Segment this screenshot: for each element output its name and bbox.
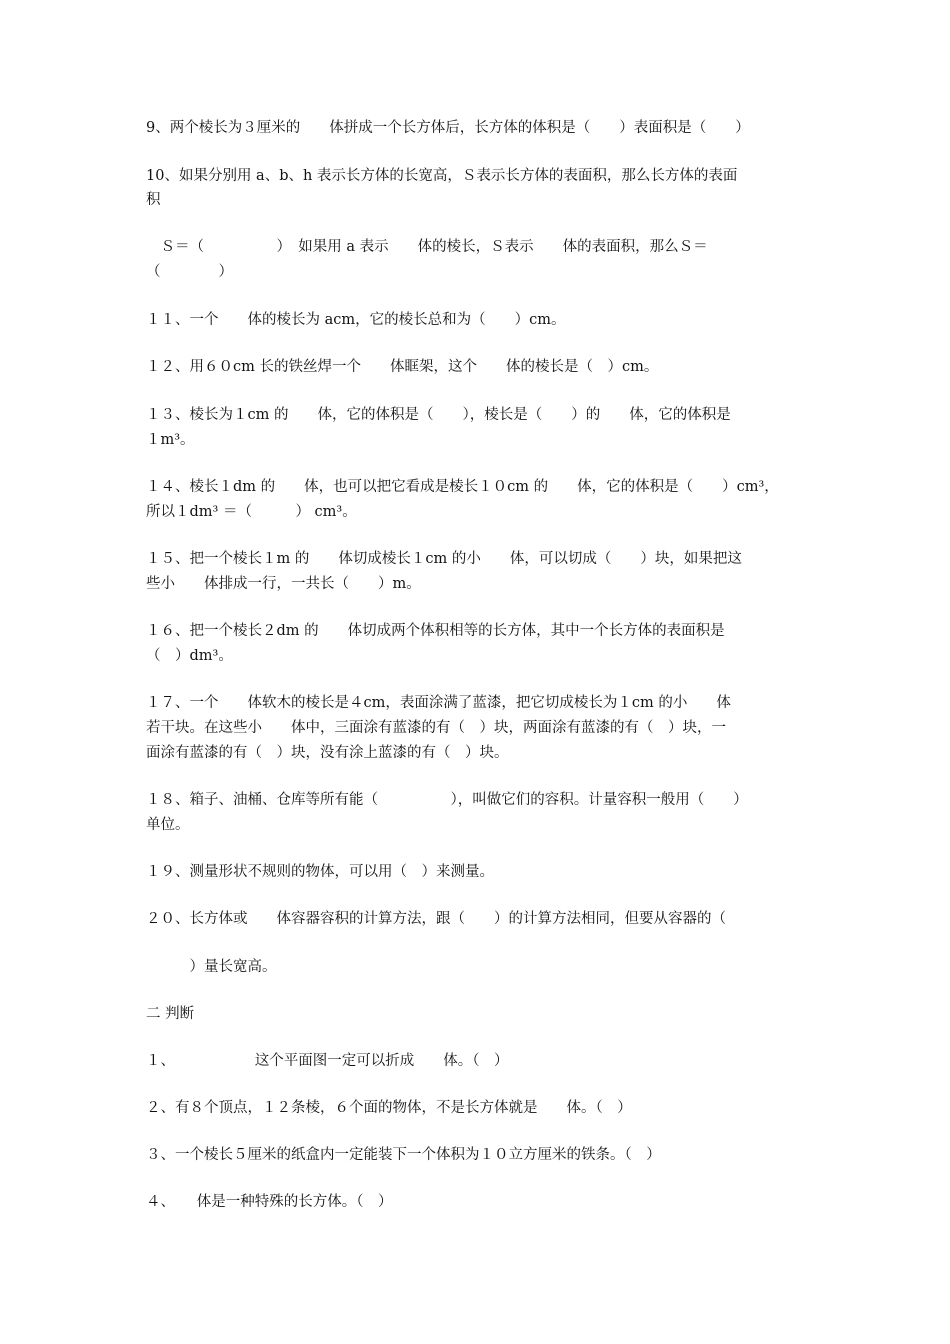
question-14-line-2: 所以１dm³ ＝（ ） cm³。: [146, 504, 357, 520]
judge-item-2: ２、有８个顶点，１２条棱，６个面的物体，不是长方体就是 体。（ ）: [146, 1100, 632, 1116]
question-13-line-1: １３、棱长为１cm 的 体，它的体积是（ ），棱长是（ ）的 体，它的体积是: [146, 407, 731, 423]
question-9: 9、两个棱长为３厘米的 体拼成一个长方体后，长方体的体积是（ ）表面积是（ ）: [146, 120, 750, 136]
question-20-line-2: ）量长宽高。: [146, 959, 277, 975]
question-17-line-3: 面涂有蓝漆的有（ ）块，没有涂上蓝漆的有（ ）块。: [146, 745, 509, 761]
judge-item-1: １、 这个平面图一定可以折成 体。（ ）: [146, 1053, 509, 1069]
question-17-line-1: １７、一个 体软木的棱长是４cm，表面涂满了蓝漆，把它切成棱长为１cm 的小 体: [146, 695, 731, 711]
question-17-line-2: 若干块。在这些小 体中，三面涂有蓝漆的有（ ）块，两面涂有蓝漆的有（ ）块，一: [146, 720, 726, 736]
question-15-line-2: 些小 体排成一行，一共长（ ）m。: [146, 576, 421, 592]
question-13-line-2: １m³。: [146, 432, 195, 448]
question-19: １９、测量形状不规则的物体，可以用（ ）来测量。: [146, 864, 494, 880]
question-12: １２、用６０cm 长的铁丝焊一个 体眶架，这个 体的棱长是（ ）cm。: [146, 359, 659, 375]
question-16-line-2: （ ）dm³。: [146, 648, 233, 664]
question-20-line-1: ２０、长方体或 体容器容积的计算方法，跟（ ）的计算方法相同，但要从容器的（: [146, 911, 726, 927]
question-10-line-4: （ ）: [146, 264, 233, 280]
question-10-line-1: 10、如果分别用 a、b、h 表示长方体的长宽高，Ｓ表示长方体的表面积，那么长方体的表面: [146, 168, 738, 184]
question-10-line-2: 积: [146, 192, 161, 208]
judge-item-3: ３、一个棱长５厘米的纸盒内一定能装下一个体积为１０立方厘米的铁条。（ ）: [146, 1147, 661, 1163]
question-11: １１、一个 体的棱长为 acm，它的棱长总和为（ ）cm。: [146, 312, 566, 328]
section-heading-judge: 二 判断: [146, 1006, 195, 1022]
question-15-line-1: １５、把一个棱长１m 的 体切成棱长１cm 的小 体，可以切成（ ）块，如果把这: [146, 551, 742, 567]
judge-item-4: ４、 体是一种特殊的长方体。（ ）: [146, 1194, 393, 1210]
question-18-line-1: １８、箱子、油桶、仓库等所有能（ ），叫做它们的容积。计量容积一般用（ ）: [146, 792, 748, 808]
question-14-line-1: １４、棱长１dm 的 体，也可以把它看成是棱长１０cm 的 体，它的体积是（ ）cm³，: [146, 479, 779, 495]
question-18-line-2: 单位。: [146, 817, 190, 833]
question-16-line-1: １６、把一个棱长２dm 的 体切成两个体积相等的长方体，其中一个长方体的表面积是: [146, 623, 725, 639]
question-10-line-3: Ｓ＝（ ） 如果用 a 表示 体的棱长，Ｓ表示 体的表面积，那么Ｓ＝: [146, 239, 708, 255]
